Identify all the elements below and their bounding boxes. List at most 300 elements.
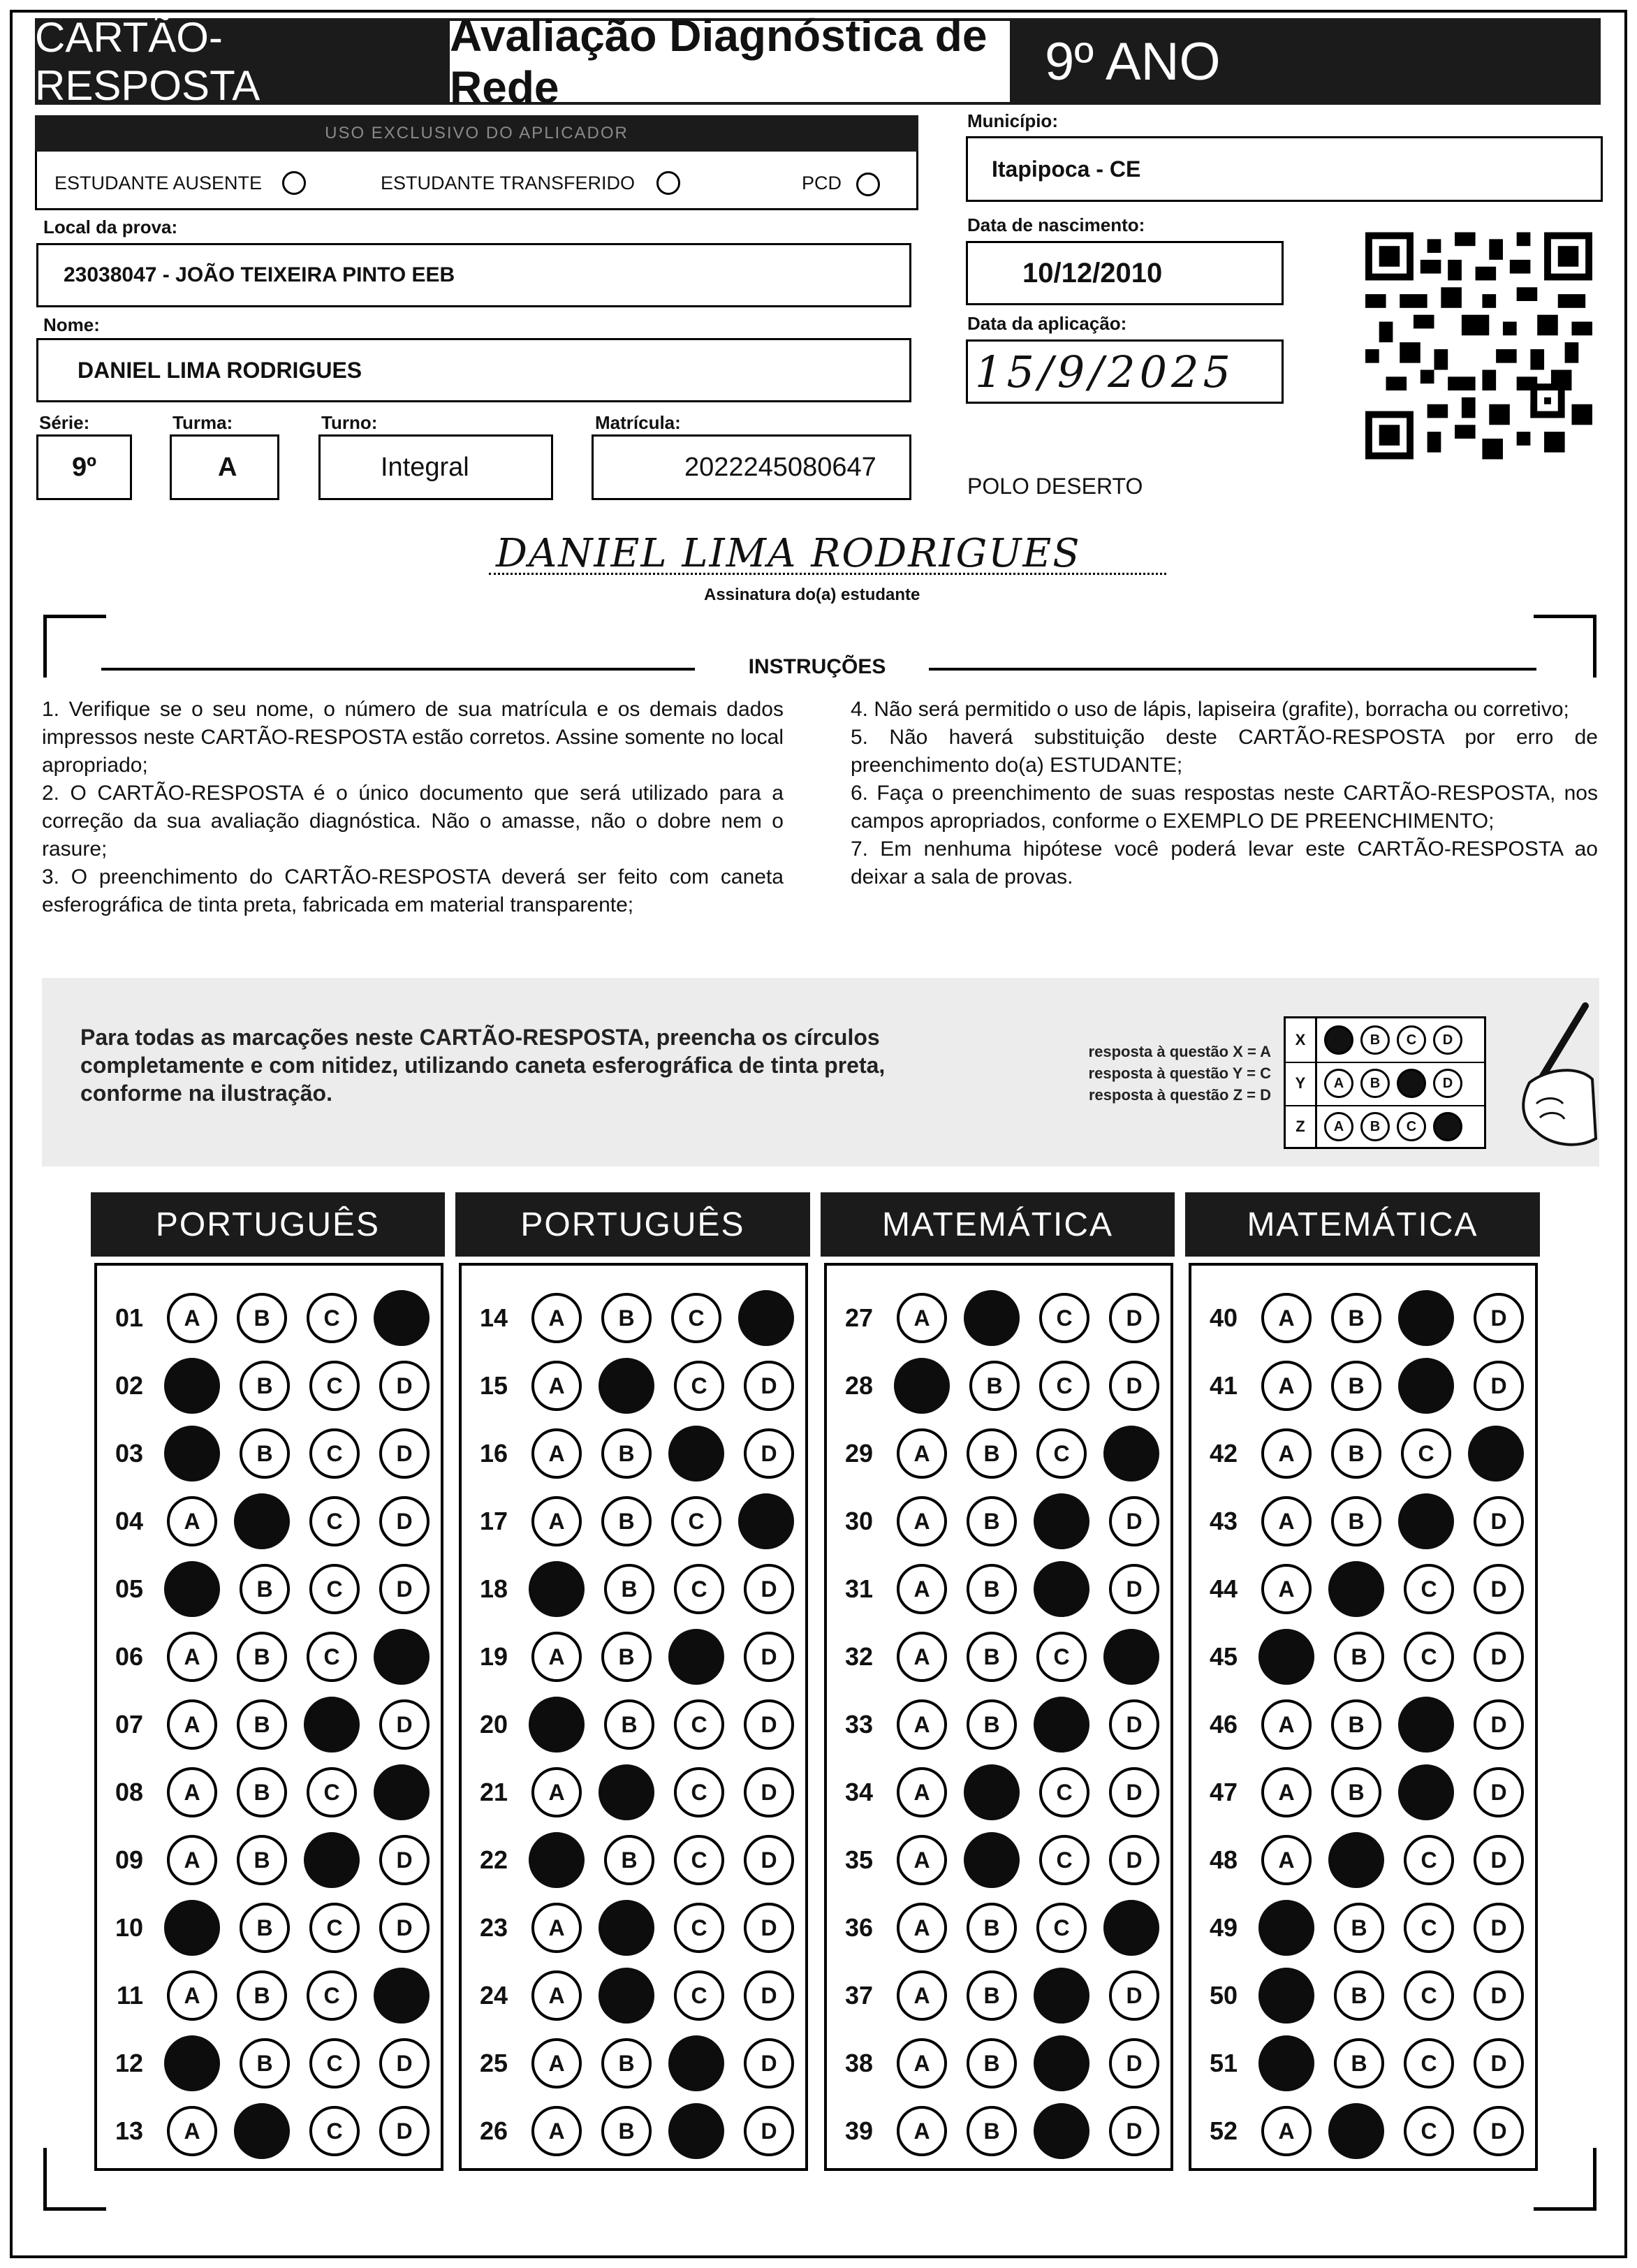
answer-bubble-03-b[interactable]: B	[240, 1428, 290, 1479]
question-number: 10	[115, 1913, 143, 1942]
corner-mark-top-right	[1534, 615, 1596, 678]
instruction-6: 6. Faça o preenchimento de suas respostas neste CARTÃO-RESPOSTA, nos campos apropriados, conforme o EXEMPLO DE PREENCHIMENTO;	[851, 782, 1598, 833]
question-number: 14	[479, 1303, 508, 1332]
answer-bubble-24-d[interactable]: D	[744, 1970, 794, 2021]
answer-bubble-40-c[interactable]: C	[1398, 1290, 1454, 1346]
answer-bubble-23-b[interactable]: B	[599, 1900, 654, 1956]
answer-bubble-07-d[interactable]: D	[379, 1699, 430, 1750]
answer-bubble-42-d[interactable]: D	[1468, 1426, 1524, 1481]
answer-bubble-23-a[interactable]: A	[531, 1903, 582, 1953]
answer-bubble-36-d[interactable]: D	[1103, 1900, 1159, 1956]
answer-bubble-49-c[interactable]: C	[1404, 1903, 1454, 1953]
answer-bubble-28-c[interactable]: C	[1039, 1361, 1089, 1411]
answer-bubble-50-c[interactable]: C	[1404, 1970, 1454, 2021]
answer-bubble-46-c[interactable]: C	[1398, 1697, 1454, 1753]
answer-bubble-22-a[interactable]: A	[529, 1832, 585, 1888]
question-number: 31	[844, 1574, 873, 1603]
answer-bubble-18-d[interactable]: D	[744, 1564, 794, 1614]
answer-bubble-22-b[interactable]: B	[604, 1835, 654, 1885]
question-row-19	[462, 1631, 794, 1683]
answer-bubble-39-d[interactable]: D	[1109, 2106, 1159, 2156]
question-number: 21	[479, 1778, 508, 1806]
transferred-label: ESTUDANTE TRANSFERIDO	[381, 173, 636, 193]
answer-bubble-45-a[interactable]: A	[1258, 1629, 1314, 1685]
answer-bubble-40-b[interactable]: B	[1331, 1293, 1381, 1343]
answer-bubble-37-d[interactable]: D	[1109, 1970, 1159, 2021]
answer-bubble-31-b[interactable]: B	[967, 1564, 1017, 1614]
answer-bubble-28-b[interactable]: B	[969, 1361, 1020, 1411]
example-instructions: Para todas as marcações neste CARTÃO-RESPOSTA, preencha os círculos completamente e com nitidez, utilizando caneta esferográfica de tinta preta, conforme na ilustração.	[80, 1025, 886, 1106]
question-row-22	[462, 1834, 794, 1886]
answer-bubble-03-a[interactable]: A	[164, 1426, 220, 1481]
answer-bubble-16-a[interactable]: A	[531, 1428, 582, 1479]
answer-bubble-51-a[interactable]: A	[1258, 2035, 1314, 2091]
question-row-06	[97, 1631, 430, 1683]
answer-bubble-37-b[interactable]: B	[967, 1970, 1017, 2021]
answer-bubble-41-b[interactable]: B	[1331, 1361, 1381, 1411]
answer-bubble-15-d[interactable]: D	[744, 1361, 794, 1411]
answer-bubble-52-b[interactable]: B	[1328, 2103, 1384, 2159]
answer-bubble-48-c[interactable]: C	[1404, 1835, 1454, 1885]
answer-bubble-14-c[interactable]: C	[671, 1293, 721, 1343]
question-number: 07	[115, 1710, 143, 1739]
answer-bubble-44-a[interactable]: A	[1261, 1564, 1312, 1614]
answer-bubble-48-a[interactable]: A	[1261, 1835, 1312, 1885]
example-grid	[1284, 1016, 1486, 1149]
answer-bubble-41-a[interactable]: A	[1261, 1361, 1312, 1411]
answer-bubble-14-a[interactable]: A	[531, 1293, 582, 1343]
answer-bubble-52-a[interactable]: A	[1261, 2106, 1312, 2156]
question-number: 37	[844, 1981, 873, 2010]
question-number: 38	[844, 2049, 873, 2077]
example-row-x	[1286, 1018, 1484, 1063]
example-bubble: B	[1360, 1112, 1390, 1141]
answer-bubble-22-d[interactable]: D	[744, 1835, 794, 1885]
answer-bubble-07-a[interactable]: A	[167, 1699, 217, 1750]
answer-bubble-18-b[interactable]: B	[604, 1564, 654, 1614]
answer-bubble-30-a[interactable]: A	[897, 1496, 947, 1546]
corner-mark-top-left	[43, 615, 106, 678]
answer-bubble-29-a[interactable]: A	[897, 1428, 947, 1479]
answer-bubble-20-c[interactable]: C	[674, 1699, 724, 1750]
answer-bubble-23-c[interactable]: C	[674, 1903, 724, 1953]
answer-bubble-12-d[interactable]: D	[379, 2038, 430, 2088]
answer-bubble-37-a[interactable]: A	[897, 1970, 947, 2021]
answer-bubble-27-d[interactable]: D	[1109, 1293, 1159, 1343]
answer-bubble-25-d[interactable]: D	[744, 2038, 794, 2088]
answer-bubble-33-c[interactable]: C	[1034, 1697, 1089, 1753]
answer-bubble-08-a[interactable]: A	[167, 1767, 217, 1817]
answer-bubble-04-c[interactable]: C	[309, 1496, 360, 1546]
answer-bubble-49-b[interactable]: B	[1334, 1903, 1384, 1953]
answer-bubble-42-b[interactable]: B	[1331, 1428, 1381, 1479]
answer-bubble-23-d[interactable]: D	[744, 1903, 794, 1953]
answer-bubble-10-b[interactable]: B	[240, 1903, 290, 1953]
question-row-35	[827, 1834, 1159, 1886]
answer-bubble-50-a[interactable]: A	[1258, 1968, 1314, 2024]
answer-bubble-24-a[interactable]: A	[531, 1970, 582, 2021]
answer-bubble-25-b[interactable]: B	[601, 2038, 652, 2088]
answer-bubble-34-d[interactable]: D	[1109, 1767, 1159, 1817]
turma-label: Turma:	[172, 412, 233, 433]
answer-bubble-36-a[interactable]: A	[897, 1903, 947, 1953]
instruction-1: 1. Verifique se o seu nome, o número de sua matrícula e os demais dados impressos neste CARTÃO-RESPOSTA estão corretos. Assine somente no local apropriado;	[42, 698, 784, 777]
question-row-09	[97, 1834, 430, 1886]
answer-bubble-43-c[interactable]: C	[1398, 1493, 1454, 1549]
answer-bubble-21-b[interactable]: B	[599, 1764, 654, 1820]
question-row-43	[1191, 1495, 1524, 1547]
answer-bubble-10-a[interactable]: A	[164, 1900, 220, 1956]
answer-bubble-49-a[interactable]: A	[1258, 1900, 1314, 1956]
answer-bubble-14-b[interactable]: B	[601, 1293, 652, 1343]
answer-bubble-48-d[interactable]: D	[1474, 1835, 1524, 1885]
answer-bubble-50-b[interactable]: B	[1334, 1970, 1384, 2021]
answer-bubble-18-c[interactable]: C	[674, 1564, 724, 1614]
answer-bubble-02-b[interactable]: B	[240, 1361, 290, 1411]
answer-bubble-17-b[interactable]: B	[601, 1496, 652, 1546]
answer-bubble-28-d[interactable]: D	[1109, 1361, 1159, 1411]
question-row-12	[97, 2037, 430, 2089]
answer-bubble-26-b[interactable]: B	[601, 2106, 652, 2156]
question-row-45	[1191, 1631, 1524, 1683]
example-row-z	[1286, 1105, 1484, 1148]
question-row-18	[462, 1563, 794, 1615]
answer-bubble-35-c[interactable]: C	[1039, 1835, 1089, 1885]
answer-bubble-24-b[interactable]: B	[599, 1968, 654, 2024]
example-bubble: B	[1360, 1069, 1390, 1098]
answer-bubble-07-c[interactable]: C	[304, 1697, 360, 1753]
local-label: Local da prova:	[43, 217, 178, 237]
answer-bubble-17-a[interactable]: A	[531, 1496, 582, 1546]
absent-label: ESTUDANTE AUSENTE	[54, 173, 263, 193]
answer-bubble-09-a[interactable]: A	[167, 1835, 217, 1885]
answer-bubble-10-d[interactable]: D	[379, 1903, 430, 1953]
answer-bubble-15-b[interactable]: B	[599, 1358, 654, 1414]
pcd-checkbox[interactable]	[856, 173, 880, 196]
answer-bubble-34-a[interactable]: A	[897, 1767, 947, 1817]
answer-bubble-08-d[interactable]: D	[374, 1764, 430, 1820]
answer-bubble-32-c[interactable]: C	[1036, 1632, 1087, 1682]
question-number: 03	[115, 1439, 143, 1468]
answer-bubble-21-c[interactable]: C	[674, 1767, 724, 1817]
answer-bubble-11-a[interactable]: A	[167, 1970, 217, 2021]
answer-column-2	[459, 1263, 808, 2171]
absent-checkbox[interactable]	[282, 171, 306, 195]
answer-bubble-42-a[interactable]: A	[1261, 1428, 1312, 1479]
answer-bubble-14-d[interactable]: D	[738, 1290, 794, 1346]
answer-bubble-40-a[interactable]: A	[1261, 1293, 1312, 1343]
answer-bubble-13-b[interactable]: B	[234, 2103, 290, 2159]
answer-bubble-25-c[interactable]: C	[668, 2035, 724, 2091]
answer-bubble-13-d[interactable]: D	[379, 2106, 430, 2156]
answer-bubble-31-c[interactable]: C	[1034, 1561, 1089, 1617]
answer-bubble-39-b[interactable]: B	[967, 2106, 1017, 2156]
answer-bubble-27-c[interactable]: C	[1039, 1293, 1089, 1343]
pcd-label: PCD	[802, 173, 842, 193]
question-row-10	[97, 1902, 430, 1954]
turma-field: A	[170, 434, 279, 500]
answer-bubble-06-d[interactable]: D	[374, 1629, 430, 1685]
question-row-15	[462, 1360, 794, 1412]
answer-bubble-29-b[interactable]: B	[967, 1428, 1017, 1479]
answer-bubble-38-d[interactable]: D	[1109, 2038, 1159, 2088]
answer-bubble-45-d[interactable]: D	[1474, 1632, 1524, 1682]
answer-bubble-04-a[interactable]: A	[167, 1496, 217, 1546]
answer-bubble-12-a[interactable]: A	[164, 2035, 220, 2091]
answer-bubble-20-b[interactable]: B	[604, 1699, 654, 1750]
example-bubble: A	[1324, 1069, 1353, 1098]
question-row-08	[97, 1766, 430, 1818]
answer-bubble-12-c[interactable]: C	[309, 2038, 360, 2088]
question-row-03	[97, 1428, 430, 1479]
answer-bubble-02-d[interactable]: D	[379, 1361, 430, 1411]
answer-bubble-46-d[interactable]: D	[1474, 1699, 1524, 1750]
answer-bubble-35-d[interactable]: D	[1109, 1835, 1159, 1885]
answer-bubble-36-b[interactable]: B	[967, 1903, 1017, 1953]
answer-bubble-29-c[interactable]: C	[1036, 1428, 1087, 1479]
answer-bubble-26-c[interactable]: C	[668, 2103, 724, 2159]
question-row-36	[827, 1902, 1159, 1954]
answer-bubble-01-d[interactable]: D	[374, 1290, 430, 1346]
answer-bubble-36-c[interactable]: C	[1036, 1903, 1087, 1953]
answer-bubble-45-b[interactable]: B	[1334, 1632, 1384, 1682]
answer-bubble-27-b[interactable]: B	[964, 1290, 1020, 1346]
answer-bubble-44-d[interactable]: D	[1474, 1564, 1524, 1614]
answer-bubble-43-b[interactable]: B	[1331, 1496, 1381, 1546]
answer-bubble-12-b[interactable]: B	[240, 2038, 290, 2088]
answer-bubble-22-c[interactable]: C	[674, 1835, 724, 1885]
answer-bubble-04-d[interactable]: D	[379, 1496, 430, 1546]
question-row-17	[462, 1495, 794, 1547]
answer-bubble-09-d[interactable]: D	[379, 1835, 430, 1885]
answer-bubble-31-d[interactable]: D	[1109, 1564, 1159, 1614]
answer-bubble-15-c[interactable]: C	[674, 1361, 724, 1411]
answer-bubble-11-d[interactable]: D	[374, 1968, 430, 2024]
answer-bubble-46-a[interactable]: A	[1261, 1699, 1312, 1750]
answer-bubble-41-c[interactable]: C	[1398, 1358, 1454, 1414]
answer-bubble-52-c[interactable]: C	[1404, 2106, 1454, 2156]
question-row-02	[97, 1360, 430, 1412]
answer-bubble-26-d[interactable]: D	[744, 2106, 794, 2156]
answer-bubble-48-b[interactable]: B	[1328, 1832, 1384, 1888]
example-legend-z: resposta à questão Z = D	[1088, 1086, 1271, 1104]
example-bubble: A	[1324, 1025, 1353, 1055]
question-number: 48	[1209, 1845, 1238, 1874]
question-row-41	[1191, 1360, 1524, 1412]
answer-bubble-09-c[interactable]: C	[304, 1832, 360, 1888]
answer-bubble-09-b[interactable]: B	[237, 1835, 287, 1885]
example-legend-x: resposta à questão X = A	[1088, 1043, 1271, 1060]
answer-bubble-01-c[interactable]: C	[307, 1293, 357, 1343]
answer-bubble-08-b[interactable]: B	[237, 1767, 287, 1817]
question-number: 33	[844, 1710, 873, 1739]
answer-bubble-38-a[interactable]: A	[897, 2038, 947, 2088]
turno-label: Turno:	[321, 412, 378, 433]
answer-bubble-39-c[interactable]: C	[1034, 2103, 1089, 2159]
answer-bubble-08-c[interactable]: C	[307, 1767, 357, 1817]
answer-bubble-45-c[interactable]: C	[1404, 1632, 1454, 1682]
question-row-28	[827, 1360, 1159, 1412]
answer-bubble-51-c[interactable]: C	[1404, 2038, 1454, 2088]
question-number: 47	[1209, 1778, 1238, 1806]
answer-bubble-47-b[interactable]: B	[1331, 1767, 1381, 1817]
question-number: 04	[115, 1507, 143, 1535]
example-bubble: D	[1433, 1112, 1462, 1141]
answer-bubble-33-a[interactable]: A	[897, 1699, 947, 1750]
answer-bubble-21-d[interactable]: D	[744, 1767, 794, 1817]
answer-bubble-16-b[interactable]: B	[601, 1428, 652, 1479]
answer-bubble-32-d[interactable]: D	[1103, 1629, 1159, 1685]
grade-label: 9º ANO	[1013, 18, 1601, 105]
example-bubble: D	[1433, 1069, 1462, 1098]
answer-bubble-51-d[interactable]: D	[1474, 2038, 1524, 2088]
question-row-44	[1191, 1563, 1524, 1615]
answer-bubble-15-a[interactable]: A	[531, 1361, 582, 1411]
instructions-right	[851, 696, 1598, 891]
question-row-48	[1191, 1834, 1524, 1886]
signature-caption: Assinatura do(a) estudante	[704, 585, 920, 604]
answer-bubble-25-a[interactable]: A	[531, 2038, 582, 2088]
answer-bubble-19-b[interactable]: B	[601, 1632, 652, 1682]
answer-bubble-44-c[interactable]: C	[1404, 1564, 1454, 1614]
answer-bubble-03-c[interactable]: C	[309, 1428, 360, 1479]
question-row-33	[827, 1699, 1159, 1750]
question-row-30	[827, 1495, 1159, 1547]
answer-bubble-06-c[interactable]: C	[307, 1632, 357, 1682]
answer-bubble-47-a[interactable]: A	[1261, 1767, 1312, 1817]
answer-bubble-11-b[interactable]: B	[237, 1970, 287, 2021]
answer-bubble-06-a[interactable]: A	[167, 1632, 217, 1682]
answer-bubble-43-d[interactable]: D	[1474, 1496, 1524, 1546]
answer-bubble-04-b[interactable]: B	[234, 1493, 290, 1549]
answer-bubble-21-a[interactable]: A	[531, 1767, 582, 1817]
answer-bubble-34-b[interactable]: B	[964, 1764, 1020, 1820]
answer-bubble-50-d[interactable]: D	[1474, 1970, 1524, 2021]
instructions-rule-left	[101, 668, 695, 671]
answer-bubble-02-c[interactable]: C	[309, 1361, 360, 1411]
question-number: 39	[844, 2116, 873, 2145]
question-row-52	[1191, 2105, 1524, 2157]
answer-bubble-05-a[interactable]: A	[164, 1561, 220, 1617]
answer-bubble-10-c[interactable]: C	[309, 1903, 360, 1953]
answer-bubble-34-c[interactable]: C	[1039, 1767, 1089, 1817]
answer-bubble-30-c[interactable]: C	[1034, 1493, 1089, 1549]
question-row-27	[827, 1292, 1159, 1344]
answer-bubble-28-a[interactable]: A	[894, 1358, 950, 1414]
answer-bubble-19-a[interactable]: A	[531, 1632, 582, 1682]
question-row-11	[97, 1970, 430, 2021]
answer-bubble-33-d[interactable]: D	[1109, 1699, 1159, 1750]
question-row-39	[827, 2105, 1159, 2157]
answer-bubble-38-b[interactable]: B	[967, 2038, 1017, 2088]
answer-bubble-13-a[interactable]: A	[167, 2106, 217, 2156]
answer-bubble-41-d[interactable]: D	[1474, 1361, 1524, 1411]
answer-bubble-30-d[interactable]: D	[1109, 1496, 1159, 1546]
example-bubble: D	[1433, 1025, 1462, 1055]
answer-bubble-20-a[interactable]: A	[529, 1697, 585, 1753]
answer-bubble-18-a[interactable]: A	[529, 1561, 585, 1617]
instructions-rule-right	[929, 668, 1536, 671]
example-legend	[1041, 1041, 1271, 1106]
answer-bubble-27-a[interactable]: A	[897, 1293, 947, 1343]
answer-bubble-19-d[interactable]: D	[744, 1632, 794, 1682]
answer-bubble-05-b[interactable]: B	[240, 1564, 290, 1614]
answer-bubble-47-c[interactable]: C	[1398, 1764, 1454, 1820]
example-row-label: Y	[1286, 1062, 1317, 1105]
answer-bubble-24-c[interactable]: C	[674, 1970, 724, 2021]
answer-bubble-32-a[interactable]: A	[897, 1632, 947, 1682]
answer-bubble-43-a[interactable]: A	[1261, 1496, 1312, 1546]
answer-bubble-02-a[interactable]: A	[164, 1358, 220, 1414]
answer-bubble-19-c[interactable]: C	[668, 1629, 724, 1685]
answer-bubble-06-b[interactable]: B	[237, 1632, 287, 1682]
question-number: 32	[844, 1642, 873, 1671]
answer-bubble-11-c[interactable]: C	[307, 1970, 357, 2021]
question-number: 23	[479, 1913, 508, 1942]
answer-bubble-40-d[interactable]: D	[1474, 1293, 1524, 1343]
answer-bubble-35-a[interactable]: A	[897, 1835, 947, 1885]
answer-bubble-03-d[interactable]: D	[379, 1428, 430, 1479]
card-title: CARTÃO-RESPOSTA	[35, 18, 447, 105]
answer-bubble-52-d[interactable]: D	[1474, 2106, 1524, 2156]
answer-bubble-16-d[interactable]: D	[744, 1428, 794, 1479]
answer-bubble-30-b[interactable]: B	[967, 1496, 1017, 1546]
answer-bubble-37-c[interactable]: C	[1034, 1968, 1089, 2024]
answer-bubble-38-c[interactable]: C	[1034, 2035, 1089, 2091]
column-header-3: MATEMÁTICA	[821, 1192, 1175, 1257]
answer-bubble-46-b[interactable]: B	[1331, 1699, 1381, 1750]
answer-bubble-49-d[interactable]: D	[1474, 1903, 1524, 1953]
answer-bubble-17-d[interactable]: D	[738, 1493, 794, 1549]
name-label: Nome:	[43, 314, 100, 335]
answer-bubble-26-a[interactable]: A	[531, 2106, 582, 2156]
question-number: 13	[115, 2116, 143, 2145]
answer-bubble-16-c[interactable]: C	[668, 1426, 724, 1481]
answer-bubble-05-c[interactable]: C	[309, 1564, 360, 1614]
answer-bubble-47-d[interactable]: D	[1474, 1767, 1524, 1817]
column-header-4: MATEMÁTICA	[1185, 1192, 1540, 1257]
question-row-49	[1191, 1902, 1524, 1954]
example-bubble: C	[1397, 1025, 1426, 1055]
transferred-checkbox[interactable]	[656, 171, 680, 195]
question-row-21	[462, 1766, 794, 1818]
answer-bubble-17-c[interactable]: C	[671, 1496, 721, 1546]
question-row-26	[462, 2105, 794, 2157]
answer-bubble-01-b[interactable]: B	[237, 1293, 287, 1343]
turno-field: Integral	[318, 434, 553, 500]
answer-bubble-07-b[interactable]: B	[237, 1699, 287, 1750]
question-number: 01	[115, 1303, 143, 1332]
answer-bubble-32-b[interactable]: B	[967, 1632, 1017, 1682]
answer-bubble-42-c[interactable]: C	[1401, 1428, 1451, 1479]
answer-bubble-33-b[interactable]: B	[967, 1699, 1017, 1750]
answer-bubble-01-a[interactable]: A	[167, 1293, 217, 1343]
answer-bubble-20-d[interactable]: D	[744, 1699, 794, 1750]
qr-code-icon	[1365, 231, 1592, 461]
answer-bubble-44-b[interactable]: B	[1328, 1561, 1384, 1617]
answer-bubble-05-d[interactable]: D	[379, 1564, 430, 1614]
question-number: 15	[479, 1371, 508, 1400]
answer-bubble-39-a[interactable]: A	[897, 2106, 947, 2156]
question-number: 43	[1209, 1507, 1238, 1535]
instruction-7: 7. Em nenhuma hipótese você poderá levar este CARTÃO-RESPOSTA ao deixar a sala de provas.	[851, 837, 1598, 888]
answer-bubble-51-b[interactable]: B	[1334, 2038, 1384, 2088]
answer-bubble-13-c[interactable]: C	[309, 2106, 360, 2156]
answer-bubble-29-d[interactable]: D	[1103, 1426, 1159, 1481]
question-number: 19	[479, 1642, 508, 1671]
answer-bubble-31-a[interactable]: A	[897, 1564, 947, 1614]
answer-bubble-35-b[interactable]: B	[964, 1832, 1020, 1888]
